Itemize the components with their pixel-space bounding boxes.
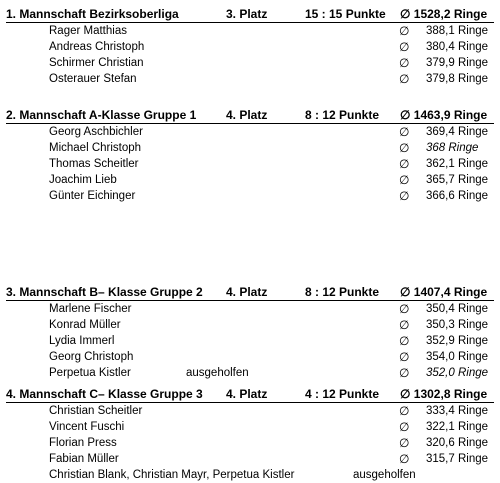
team-header xyxy=(6,7,494,23)
player-score: 379,8 Ringe xyxy=(426,73,489,85)
team-header xyxy=(6,285,494,301)
team-title: 1. Mannschaft Bezirksoberliga xyxy=(6,7,179,21)
player-row xyxy=(6,365,494,381)
player-row xyxy=(6,301,494,317)
player-score: 315,7 Ringe xyxy=(426,453,489,465)
average-icon: ∅ xyxy=(399,452,410,466)
player-row xyxy=(6,451,494,467)
player-name: Georg Aschbichler xyxy=(49,126,143,138)
player-score: 379,9 Ringe xyxy=(426,57,489,69)
player-score: 380,4 Ringe xyxy=(426,41,489,53)
average-icon: ∅ xyxy=(399,24,410,38)
average-icon: ∅ xyxy=(399,189,410,203)
player-name: Vincent Fuschi xyxy=(49,421,125,433)
player-score: 354,0 Ringe xyxy=(426,351,489,363)
player-score: 350,4 Ringe xyxy=(426,303,489,315)
team-rank: 3. Platz xyxy=(226,7,268,21)
player-score: 366,6 Ringe xyxy=(426,190,489,202)
average-icon: ∅ xyxy=(399,302,410,316)
player-row xyxy=(6,419,494,435)
substitute-note: ausgeholfen xyxy=(353,469,416,481)
team-title: 4. Mannschaft C– Klasse Gruppe 3 xyxy=(6,387,203,401)
team-title: 2. Mannschaft A-Klasse Gruppe 1 xyxy=(6,108,197,122)
player-row xyxy=(6,23,494,39)
player-score: 365,7 Ringe xyxy=(426,174,489,186)
player-row xyxy=(6,124,494,140)
average-icon: ∅ xyxy=(399,125,410,139)
player-score: 322,1 Ringe xyxy=(426,421,489,433)
player-row xyxy=(6,188,494,204)
player-row xyxy=(6,39,494,55)
team-rank: 4. Platz xyxy=(226,108,268,122)
player-name: Konrad Müller xyxy=(49,319,121,331)
player-name: Lydia Immerl xyxy=(49,335,115,347)
player-score: 333,4 Ringe xyxy=(426,405,489,417)
team-block-4 xyxy=(6,387,494,483)
team-header xyxy=(6,387,494,403)
team-average: ∅ 1528,2 Ringe xyxy=(400,7,488,21)
average-icon: ∅ xyxy=(399,173,410,187)
team-average: ∅ 1302,8 Ringe xyxy=(400,387,488,401)
player-row xyxy=(6,403,494,419)
player-name: Christian Blank, Christian Mayr, Perpetua Kistler xyxy=(49,469,295,481)
player-row xyxy=(6,467,494,483)
player-row xyxy=(6,172,494,188)
average-icon: ∅ xyxy=(399,420,410,434)
player-name: Joachim Lieb xyxy=(49,174,117,186)
team-rank: 4. Platz xyxy=(226,387,268,401)
average-icon: ∅ xyxy=(399,56,410,70)
player-row xyxy=(6,55,494,71)
player-name: Perpetua Kistler xyxy=(49,367,131,379)
player-score: 388,1 Ringe xyxy=(426,25,489,37)
player-name: Georg Christoph xyxy=(49,351,134,363)
player-score: 320,6 Ringe xyxy=(426,437,489,449)
average-icon: ∅ xyxy=(399,350,410,364)
player-score: 368 Ringe xyxy=(426,142,479,154)
team-points: 4 : 12 Punkte xyxy=(305,387,380,401)
team-block-1 xyxy=(6,7,494,87)
player-name: Marlene Fischer xyxy=(49,303,132,315)
player-row xyxy=(6,333,494,349)
player-name: Schirmer Christian xyxy=(49,57,144,69)
player-row xyxy=(6,435,494,451)
player-name: Thomas Scheitler xyxy=(49,158,139,170)
player-score: 352,0 Ringe xyxy=(426,367,489,379)
team-title: 3. Mannschaft B– Klasse Gruppe 2 xyxy=(6,285,203,299)
player-name: Osterauer Stefan xyxy=(49,73,137,85)
player-name: Günter Eichinger xyxy=(49,190,136,202)
player-row xyxy=(6,140,494,156)
player-name: Fabian Müller xyxy=(49,453,119,465)
average-icon: ∅ xyxy=(399,436,410,450)
average-icon: ∅ xyxy=(399,366,410,380)
team-points: 8 : 12 Punkte xyxy=(305,108,380,122)
player-row xyxy=(6,156,494,172)
player-row xyxy=(6,71,494,87)
team-average: ∅ 1463,9 Ringe xyxy=(400,108,488,122)
average-icon: ∅ xyxy=(399,334,410,348)
team-block-2 xyxy=(6,108,494,204)
player-row xyxy=(6,317,494,333)
substitute-note: ausgeholfen xyxy=(186,367,249,379)
average-icon: ∅ xyxy=(399,157,410,171)
player-row xyxy=(6,349,494,365)
team-average: ∅ 1407,4 Ringe xyxy=(400,285,488,299)
average-icon: ∅ xyxy=(399,318,410,332)
player-score: 352,9 Ringe xyxy=(426,335,489,347)
team-block-3 xyxy=(6,285,494,381)
team-rank: 4. Platz xyxy=(226,285,268,299)
player-name: Christian Scheitler xyxy=(49,405,143,417)
player-score: 362,1 Ringe xyxy=(426,158,489,170)
player-name: Andreas Christoph xyxy=(49,41,145,53)
player-name: Michael Christoph xyxy=(49,142,142,154)
player-score: 350,3 Ringe xyxy=(426,319,489,331)
average-icon: ∅ xyxy=(399,141,410,155)
average-icon: ∅ xyxy=(399,72,410,86)
average-icon: ∅ xyxy=(399,404,410,418)
player-name: Florian Press xyxy=(49,437,117,449)
team-header xyxy=(6,108,494,124)
player-name: Rager Matthias xyxy=(49,25,127,37)
player-score: 369,4 Ringe xyxy=(426,126,489,138)
team-points: 8 : 12 Punkte xyxy=(305,285,380,299)
average-icon: ∅ xyxy=(399,40,410,54)
team-points: 15 : 15 Punkte xyxy=(305,7,386,21)
